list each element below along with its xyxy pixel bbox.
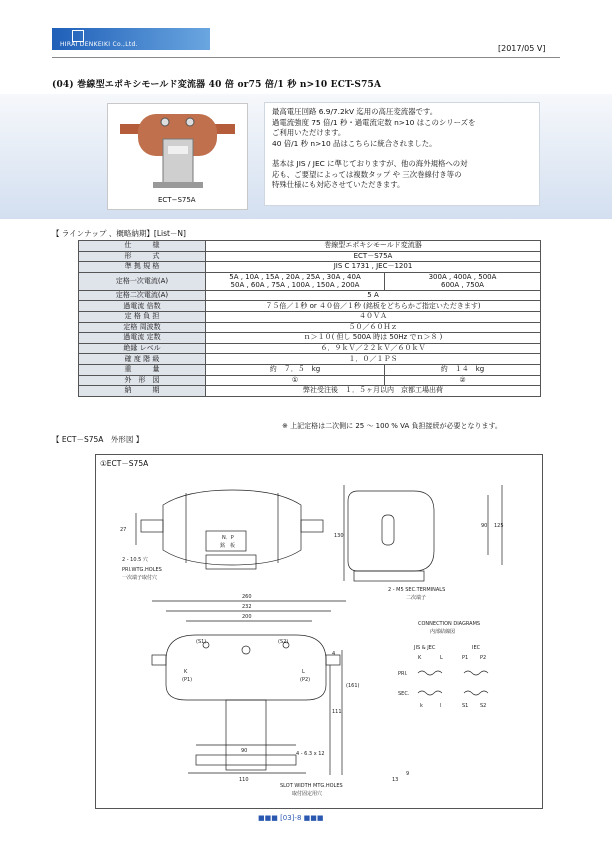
conn-terminal: S2 xyxy=(480,703,487,709)
conn-terminal: L xyxy=(440,655,443,661)
desc-line: ご利用いただけます。 xyxy=(272,128,346,137)
spec-table xyxy=(78,240,541,397)
dim-label: (161) xyxy=(346,683,360,689)
terminal-label: (P2) xyxy=(300,677,311,683)
product-description xyxy=(264,102,540,206)
dim-label: 13 xyxy=(392,777,399,783)
revision-label: [2017/05 V] xyxy=(498,44,546,53)
terminal-label: (S1) xyxy=(196,639,207,645)
spec-note: ※ 上記定格は二次側に 25 ～ 100 % VA 負担接続が必要となります。 xyxy=(282,422,502,430)
product-photo xyxy=(107,103,248,210)
table-row: 重 量 約 ７．５ kg 約 １４ kg xyxy=(79,364,541,375)
table-row: 納 期 弊社受注後 １．５ヶ月以内 京都工場出荷 xyxy=(79,386,541,397)
table-row: 過電流 定数 ｎ＞１０( 但し 500A 時は 50Hz でｎ＞８ ) xyxy=(79,333,541,344)
conn-label: JIS & JEC xyxy=(414,645,436,651)
dim-label: 9 xyxy=(406,771,410,777)
outline-drawing-svg xyxy=(96,455,542,808)
terminal-label: (P1) xyxy=(182,677,193,683)
hole-note: 一次端子取付穴 xyxy=(122,575,158,581)
table-row: 過電流 倍数 ７５倍／１秒 or ４０倍／１秒 (銘板をどちらかご指定いただきます) xyxy=(79,301,541,312)
terminal-label: (S2) xyxy=(278,639,289,645)
dim-label: 260 xyxy=(242,594,252,600)
table-row: 定格 周波数 ５０／６０Ｈｚ xyxy=(79,322,541,333)
desc-line: 応も、ご要望によっては複数タップ や 三次巻線付き等の xyxy=(272,169,462,179)
table-row: 準 拠 規 格 JIS C 1731 , JEC－1201 xyxy=(79,262,541,273)
lineup-section-label: 【 ラインナップ 、概略納期】[List－N] xyxy=(52,229,186,238)
dim-label: 125 xyxy=(494,523,504,529)
conn-title: 内部結線図 xyxy=(430,629,456,635)
conn-label: PRI. xyxy=(398,671,408,677)
dim-label: 232 xyxy=(242,604,252,610)
dim-label: 4 xyxy=(332,651,336,657)
dim-label: 90 xyxy=(241,748,248,754)
conn-terminal: P1 xyxy=(462,655,469,661)
table-row: 外 形 図 ① ② xyxy=(79,375,541,386)
photo-caption: ECT−S75A xyxy=(158,196,196,204)
dim-label: 90 xyxy=(481,523,488,529)
slot-note: 4 - 6.3 x 12 xyxy=(296,751,325,757)
outline-drawing xyxy=(95,454,543,809)
dim-label: 200 xyxy=(242,614,252,620)
desc-line: 過電流強度 75 倍/1 秒・過電流定数 n>10 はこのシリーズを xyxy=(272,117,476,127)
conn-terminal: k xyxy=(420,703,423,709)
conn-label: IEC xyxy=(472,645,481,651)
terminal-label: L xyxy=(302,669,305,675)
table-row: 定 格 負 担 ４０ＶＡ xyxy=(79,311,541,322)
drawing-title: ①ECT－S75A xyxy=(100,459,149,468)
nameplate-label: N．P xyxy=(222,535,234,541)
nameplate-label: 銘 板 xyxy=(220,543,236,549)
slot-note: 取付固定用穴 xyxy=(292,791,323,797)
company-name: HIRAI DENKEIKI Co.,Ltd. xyxy=(60,41,138,48)
header-divider xyxy=(52,57,560,58)
transformer-photo-icon xyxy=(108,104,247,209)
conn-terminal: P2 xyxy=(480,655,487,661)
page-title: (04) 巻線型エポキシモールド変流器 40 倍 or75 倍/1 秒 n>10 ECT-S75A xyxy=(52,80,382,90)
desc-line: 40 倍/1 秒 n>10 品はこちらに統合されました。 xyxy=(272,138,437,148)
table-row: 定格二次電流(A) 5 A xyxy=(79,290,541,301)
table-row: 仕 様 巻線型エポキシモールド変流器 xyxy=(79,241,541,252)
terminal-label: K xyxy=(184,669,188,675)
sec-term-note: 2 - M5 SEC.TERMINALS xyxy=(388,587,446,593)
conn-terminal: S1 xyxy=(462,703,469,709)
desc-line: 特殊仕様にも対応させていただきます。 xyxy=(272,180,405,189)
conn-terminal: l xyxy=(440,703,442,709)
conn-label: SEC. xyxy=(398,691,410,697)
dim-label: 130 xyxy=(334,533,344,539)
outline-section-label: 【 ECT－S75A 外形図 】 xyxy=(52,435,144,444)
table-row: 形 式 ECT－S75A xyxy=(79,251,541,262)
page-number: ■■■ [03]-8 ■■■ xyxy=(258,814,324,822)
table-row: 絶縁 レベル ６．９ｋＶ／２２ｋＶ／６０ｋＶ xyxy=(79,343,541,354)
hole-note: PRI.WTG.HOLES xyxy=(122,567,162,573)
conn-title: CONNECTION DIAGRAMS xyxy=(418,621,481,627)
dim-label: 111 xyxy=(332,709,342,715)
desc-line: 基本は JIS / JEC に準じておりますが、他の海外規格への対 xyxy=(272,159,468,168)
dim-label: 27 xyxy=(120,527,127,533)
table-row: 確 度 階 級 １．０／１ＰＳ xyxy=(79,354,541,365)
conn-terminal: K xyxy=(418,655,422,661)
hole-note: 2 - 10.5 穴 xyxy=(122,557,148,563)
table-row: 定格一次電流(A) 5A , 10A , 15A , 20A , 25A , 30A , 40A 50A , 60A , 75A , 100A , 150A , 200A 300A , 400A , 500A 600A , 750A xyxy=(79,272,541,290)
sec-term-note: 二次端子 xyxy=(406,595,427,601)
dim-label: 110 xyxy=(239,777,249,783)
slot-note: SLOT WIDTH MTG.HOLES xyxy=(280,783,343,789)
desc-line: 最高電圧回路 6.9/7.2kV 迄用の高圧変流器です。 xyxy=(272,107,438,116)
